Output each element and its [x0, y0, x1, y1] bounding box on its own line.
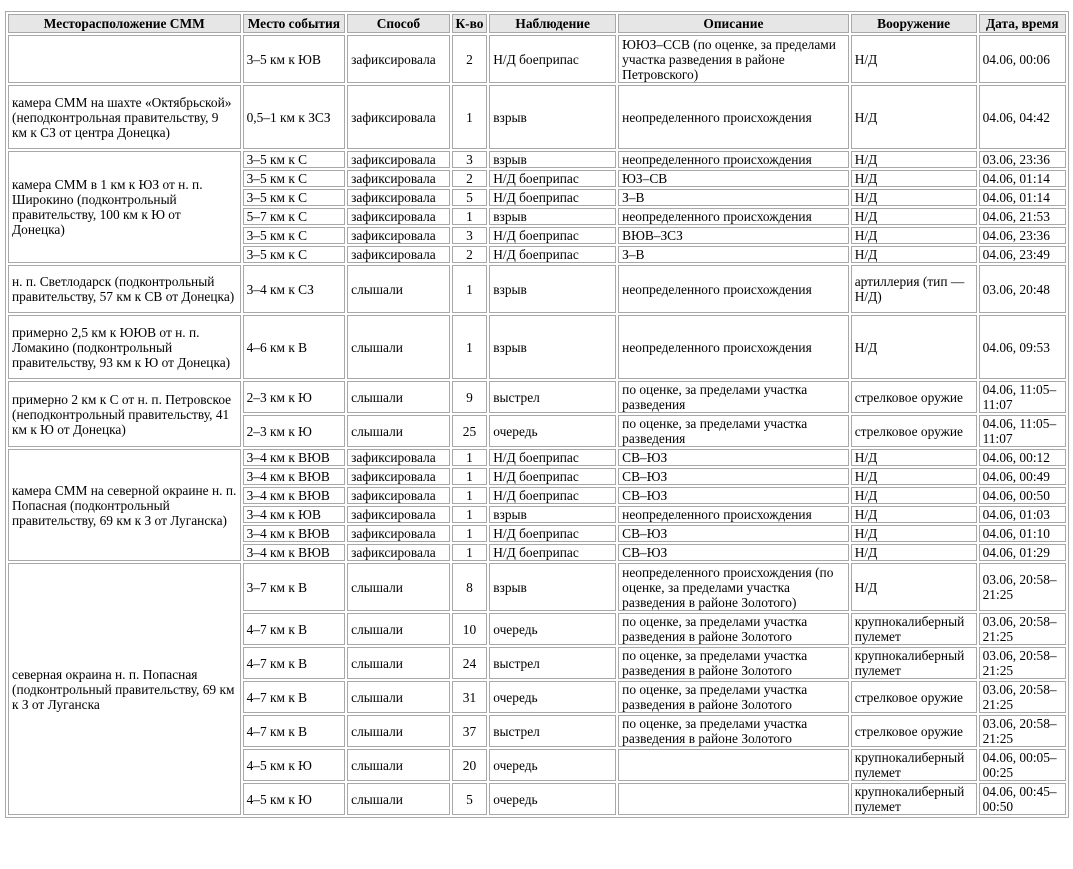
weapon-cell: Н/Д: [851, 449, 977, 466]
place-cell: 4–7 км к В: [243, 613, 346, 645]
method-cell: зафиксировала: [347, 246, 450, 263]
method-cell: зафиксировала: [347, 151, 450, 168]
place-cell: 3–5 км к С: [243, 227, 346, 244]
qty-cell: 9: [452, 381, 488, 413]
description-cell: по оценке, за пределами участка разведения: [618, 381, 849, 413]
datetime-cell: 04.06, 00:12: [979, 449, 1066, 466]
weapon-cell: Н/Д: [851, 487, 977, 504]
description-cell: по оценке, за пределами участка разведения в районе Золотого: [618, 681, 849, 713]
weapon-cell: стрелковое оружие: [851, 715, 977, 747]
observation-cell: выстрел: [489, 381, 616, 413]
place-cell: 4–7 км к В: [243, 647, 346, 679]
observation-cell: выстрел: [489, 647, 616, 679]
qty-cell: 8: [452, 563, 488, 611]
description-cell: по оценке, за пределами участка разведения в районе Золотого: [618, 715, 849, 747]
qty-cell: 24: [452, 647, 488, 679]
method-cell: зафиксировала: [347, 85, 450, 149]
weapon-cell: артиллерия (тип — Н/Д): [851, 265, 977, 313]
table-row: [8, 85, 1066, 149]
method-cell: зафиксировала: [347, 35, 450, 83]
method-cell: слышали: [347, 681, 450, 713]
method-cell: слышали: [347, 563, 450, 611]
qty-cell: 1: [452, 468, 488, 485]
report-container: [5, 11, 1069, 818]
observation-cell: взрыв: [489, 208, 616, 225]
weapon-cell: Н/Д: [851, 468, 977, 485]
datetime-cell: 04.06, 01:29: [979, 544, 1066, 561]
method-cell: слышали: [347, 715, 450, 747]
location-cell: примерно 2,5 км к ЮЮВ от н. п. Ломакино (подконтрольный правительству, 93 км к Ю от Донецка): [8, 315, 241, 379]
weapon-cell: стрелковое оружие: [851, 415, 977, 447]
weapon-cell: Н/Д: [851, 525, 977, 542]
qty-cell: 1: [452, 208, 488, 225]
method-cell: зафиксировала: [347, 449, 450, 466]
qty-cell: 2: [452, 246, 488, 263]
place-cell: 3–4 км к ВЮВ: [243, 449, 346, 466]
qty-cell: 1: [452, 315, 488, 379]
datetime-cell: 04.06, 01:14: [979, 170, 1066, 187]
place-cell: 3–4 км к ВЮВ: [243, 487, 346, 504]
weapon-cell: Н/Д: [851, 151, 977, 168]
place-cell: 4–6 км к В: [243, 315, 346, 379]
table-row: [8, 563, 1066, 611]
method-cell: слышали: [347, 415, 450, 447]
header-method: Способ: [347, 14, 450, 33]
location-cell: н. п. Светлодарск (подконтрольный правительству, 57 км к СВ от Донецка): [8, 265, 241, 313]
method-cell: слышали: [347, 265, 450, 313]
place-cell: 2–3 км к Ю: [243, 415, 346, 447]
description-cell: З–В: [618, 246, 849, 263]
table-row: [8, 265, 1066, 313]
weapon-cell: Н/Д: [851, 208, 977, 225]
datetime-cell: 04.06, 00:45–00:50: [979, 783, 1066, 815]
table-row: [8, 35, 1066, 83]
table-row: [8, 151, 1066, 168]
datetime-cell: 03.06, 20:48: [979, 265, 1066, 313]
weapon-cell: крупнокалиберный пулемет: [851, 613, 977, 645]
location-cell: примерно 2 км к С от н. п. Петровское (неподконтрольный правительству, 41 км к Ю от Донецка): [8, 381, 241, 447]
description-cell: неопределенного происхождения: [618, 315, 849, 379]
weapon-cell: крупнокалиберный пулемет: [851, 749, 977, 781]
place-cell: 2–3 км к Ю: [243, 381, 346, 413]
datetime-cell: 04.06, 21:53: [979, 208, 1066, 225]
method-cell: зафиксировала: [347, 170, 450, 187]
place-cell: 0,5–1 км к ЗСЗ: [243, 85, 346, 149]
method-cell: зафиксировала: [347, 544, 450, 561]
datetime-cell: 04.06, 00:50: [979, 487, 1066, 504]
description-cell: неопределенного происхождения: [618, 151, 849, 168]
place-cell: 3–5 км к С: [243, 170, 346, 187]
weapon-cell: стрелковое оружие: [851, 681, 977, 713]
datetime-cell: 04.06, 04:42: [979, 85, 1066, 149]
weapon-cell: Н/Д: [851, 563, 977, 611]
datetime-cell: 03.06, 20:58–21:25: [979, 681, 1066, 713]
observation-cell: взрыв: [489, 85, 616, 149]
weapon-cell: Н/Д: [851, 315, 977, 379]
place-cell: 4–5 км к Ю: [243, 783, 346, 815]
observation-cell: очередь: [489, 415, 616, 447]
qty-cell: 1: [452, 85, 488, 149]
place-cell: 3–7 км к В: [243, 563, 346, 611]
method-cell: зафиксировала: [347, 468, 450, 485]
qty-cell: 5: [452, 783, 488, 815]
datetime-cell: 04.06, 09:53: [979, 315, 1066, 379]
description-cell: СВ–ЮЗ: [618, 487, 849, 504]
description-cell: неопределенного происхождения: [618, 208, 849, 225]
observation-cell: Н/Д боеприпас: [489, 246, 616, 263]
place-cell: 4–5 км к Ю: [243, 749, 346, 781]
datetime-cell: 04.06, 00:05–00:25: [979, 749, 1066, 781]
datetime-cell: 04.06, 00:06: [979, 35, 1066, 83]
location-cell: [8, 35, 241, 83]
header-qty: К-во: [452, 14, 488, 33]
header-datetime: Дата, время: [979, 14, 1066, 33]
datetime-cell: 04.06, 00:49: [979, 468, 1066, 485]
place-cell: 3–4 км к ЮВ: [243, 506, 346, 523]
description-cell: по оценке, за пределами участка разведения в районе Золотого: [618, 647, 849, 679]
weapon-cell: стрелковое оружие: [851, 381, 977, 413]
qty-cell: 25: [452, 415, 488, 447]
observation-cell: Н/Д боеприпас: [489, 227, 616, 244]
weapon-cell: Н/Д: [851, 189, 977, 206]
observation-cell: Н/Д боеприпас: [489, 170, 616, 187]
method-cell: слышали: [347, 613, 450, 645]
observation-cell: взрыв: [489, 563, 616, 611]
weapon-cell: Н/Д: [851, 170, 977, 187]
description-cell: неопределенного происхождения (по оценке, за пределами участка разведения в районе Золотого): [618, 563, 849, 611]
method-cell: слышали: [347, 749, 450, 781]
weapon-cell: Н/Д: [851, 506, 977, 523]
ceasefire-violations-table: [5, 11, 1069, 818]
datetime-cell: 04.06, 01:10: [979, 525, 1066, 542]
description-cell: ВЮВ–ЗСЗ: [618, 227, 849, 244]
qty-cell: 5: [452, 189, 488, 206]
method-cell: зафиксировала: [347, 525, 450, 542]
qty-cell: 1: [452, 525, 488, 542]
datetime-cell: 04.06, 01:03: [979, 506, 1066, 523]
datetime-cell: 04.06, 11:05–11:07: [979, 415, 1066, 447]
datetime-cell: 03.06, 20:58–21:25: [979, 715, 1066, 747]
description-cell: [618, 783, 849, 815]
header-row: [8, 14, 1066, 33]
observation-cell: Н/Д боеприпас: [489, 468, 616, 485]
observation-cell: Н/Д боеприпас: [489, 487, 616, 504]
datetime-cell: 03.06, 20:58–21:25: [979, 563, 1066, 611]
qty-cell: 3: [452, 227, 488, 244]
description-cell: [618, 749, 849, 781]
place-cell: 3–5 км к С: [243, 189, 346, 206]
method-cell: зафиксировала: [347, 506, 450, 523]
description-cell: неопределенного происхождения: [618, 85, 849, 149]
observation-cell: Н/Д боеприпас: [489, 544, 616, 561]
weapon-cell: крупнокалиберный пулемет: [851, 647, 977, 679]
observation-cell: Н/Д боеприпас: [489, 525, 616, 542]
datetime-cell: 04.06, 11:05–11:07: [979, 381, 1066, 413]
description-cell: СВ–ЮЗ: [618, 468, 849, 485]
method-cell: зафиксировала: [347, 227, 450, 244]
method-cell: слышали: [347, 783, 450, 815]
description-cell: ЮЗ–СВ: [618, 170, 849, 187]
description-cell: СВ–ЮЗ: [618, 544, 849, 561]
method-cell: слышали: [347, 315, 450, 379]
header-observation: Наблюдение: [489, 14, 616, 33]
qty-cell: 1: [452, 506, 488, 523]
qty-cell: 2: [452, 170, 488, 187]
qty-cell: 10: [452, 613, 488, 645]
datetime-cell: 03.06, 20:58–21:25: [979, 647, 1066, 679]
description-cell: по оценке, за пределами участка разведения в районе Золотого: [618, 613, 849, 645]
description-cell: З–В: [618, 189, 849, 206]
method-cell: слышали: [347, 647, 450, 679]
place-cell: 3–5 км к С: [243, 151, 346, 168]
weapon-cell: Н/Д: [851, 35, 977, 83]
qty-cell: 2: [452, 35, 488, 83]
header-location: Месторасположение СММ: [8, 14, 241, 33]
description-cell: ЮЮЗ–ССВ (по оценке, за пределами участка разведения в районе Петровского): [618, 35, 849, 83]
observation-cell: взрыв: [489, 265, 616, 313]
qty-cell: 1: [452, 544, 488, 561]
weapon-cell: крупнокалиберный пулемет: [851, 783, 977, 815]
description-cell: СВ–ЮЗ: [618, 525, 849, 542]
table-row: [8, 315, 1066, 379]
qty-cell: 20: [452, 749, 488, 781]
datetime-cell: 04.06, 01:14: [979, 189, 1066, 206]
qty-cell: 1: [452, 449, 488, 466]
place-cell: 3–4 км к ВЮВ: [243, 525, 346, 542]
method-cell: зафиксировала: [347, 189, 450, 206]
weapon-cell: Н/Д: [851, 85, 977, 149]
observation-cell: Н/Д боеприпас: [489, 449, 616, 466]
table-row: [8, 381, 1066, 413]
header-place: Место события: [243, 14, 346, 33]
qty-cell: 31: [452, 681, 488, 713]
location-cell: камера СММ на северной окраине н. п. Попасная (подконтрольный правительству, 69 км к З от Луганска): [8, 449, 241, 561]
place-cell: 3–5 км к ЮВ: [243, 35, 346, 83]
observation-cell: взрыв: [489, 506, 616, 523]
observation-cell: очередь: [489, 783, 616, 815]
table-row: [8, 449, 1066, 466]
description-cell: неопределенного происхождения: [618, 506, 849, 523]
datetime-cell: 04.06, 23:49: [979, 246, 1066, 263]
place-cell: 3–4 км к СЗ: [243, 265, 346, 313]
table-body: [8, 35, 1066, 815]
qty-cell: 1: [452, 265, 488, 313]
observation-cell: выстрел: [489, 715, 616, 747]
observation-cell: Н/Д боеприпас: [489, 189, 616, 206]
place-cell: 5–7 км к С: [243, 208, 346, 225]
observation-cell: Н/Д боеприпас: [489, 35, 616, 83]
place-cell: 3–4 км к ВЮВ: [243, 468, 346, 485]
place-cell: 4–7 км к В: [243, 681, 346, 713]
header-description: Описание: [618, 14, 849, 33]
location-cell: камера СММ в 1 км к ЮЗ от н. п. Широкино (подконтрольный правительству, 100 км к Ю от Донецка): [8, 151, 241, 263]
qty-cell: 3: [452, 151, 488, 168]
description-cell: СВ–ЮЗ: [618, 449, 849, 466]
observation-cell: очередь: [489, 749, 616, 781]
place-cell: 3–5 км к С: [243, 246, 346, 263]
qty-cell: 1: [452, 487, 488, 504]
observation-cell: очередь: [489, 681, 616, 713]
header-weapon: Вооружение: [851, 14, 977, 33]
weapon-cell: Н/Д: [851, 227, 977, 244]
weapon-cell: Н/Д: [851, 544, 977, 561]
datetime-cell: 03.06, 20:58–21:25: [979, 613, 1066, 645]
qty-cell: 37: [452, 715, 488, 747]
datetime-cell: 03.06, 23:36: [979, 151, 1066, 168]
place-cell: 3–4 км к ВЮВ: [243, 544, 346, 561]
method-cell: зафиксировала: [347, 208, 450, 225]
method-cell: слышали: [347, 381, 450, 413]
observation-cell: очередь: [489, 613, 616, 645]
description-cell: по оценке, за пределами участка разведения: [618, 415, 849, 447]
location-cell: северная окраина н. п. Попасная (подконтрольный правительству, 69 км к З от Луганска: [8, 563, 241, 815]
description-cell: неопределенного происхождения: [618, 265, 849, 313]
observation-cell: взрыв: [489, 315, 616, 379]
method-cell: зафиксировала: [347, 487, 450, 504]
place-cell: 4–7 км к В: [243, 715, 346, 747]
weapon-cell: Н/Д: [851, 246, 977, 263]
location-cell: камера СММ на шахте «Октябрьской» (неподконтрольная правительству, 9 км к СЗ от центра Донецка): [8, 85, 241, 149]
datetime-cell: 04.06, 23:36: [979, 227, 1066, 244]
observation-cell: взрыв: [489, 151, 616, 168]
